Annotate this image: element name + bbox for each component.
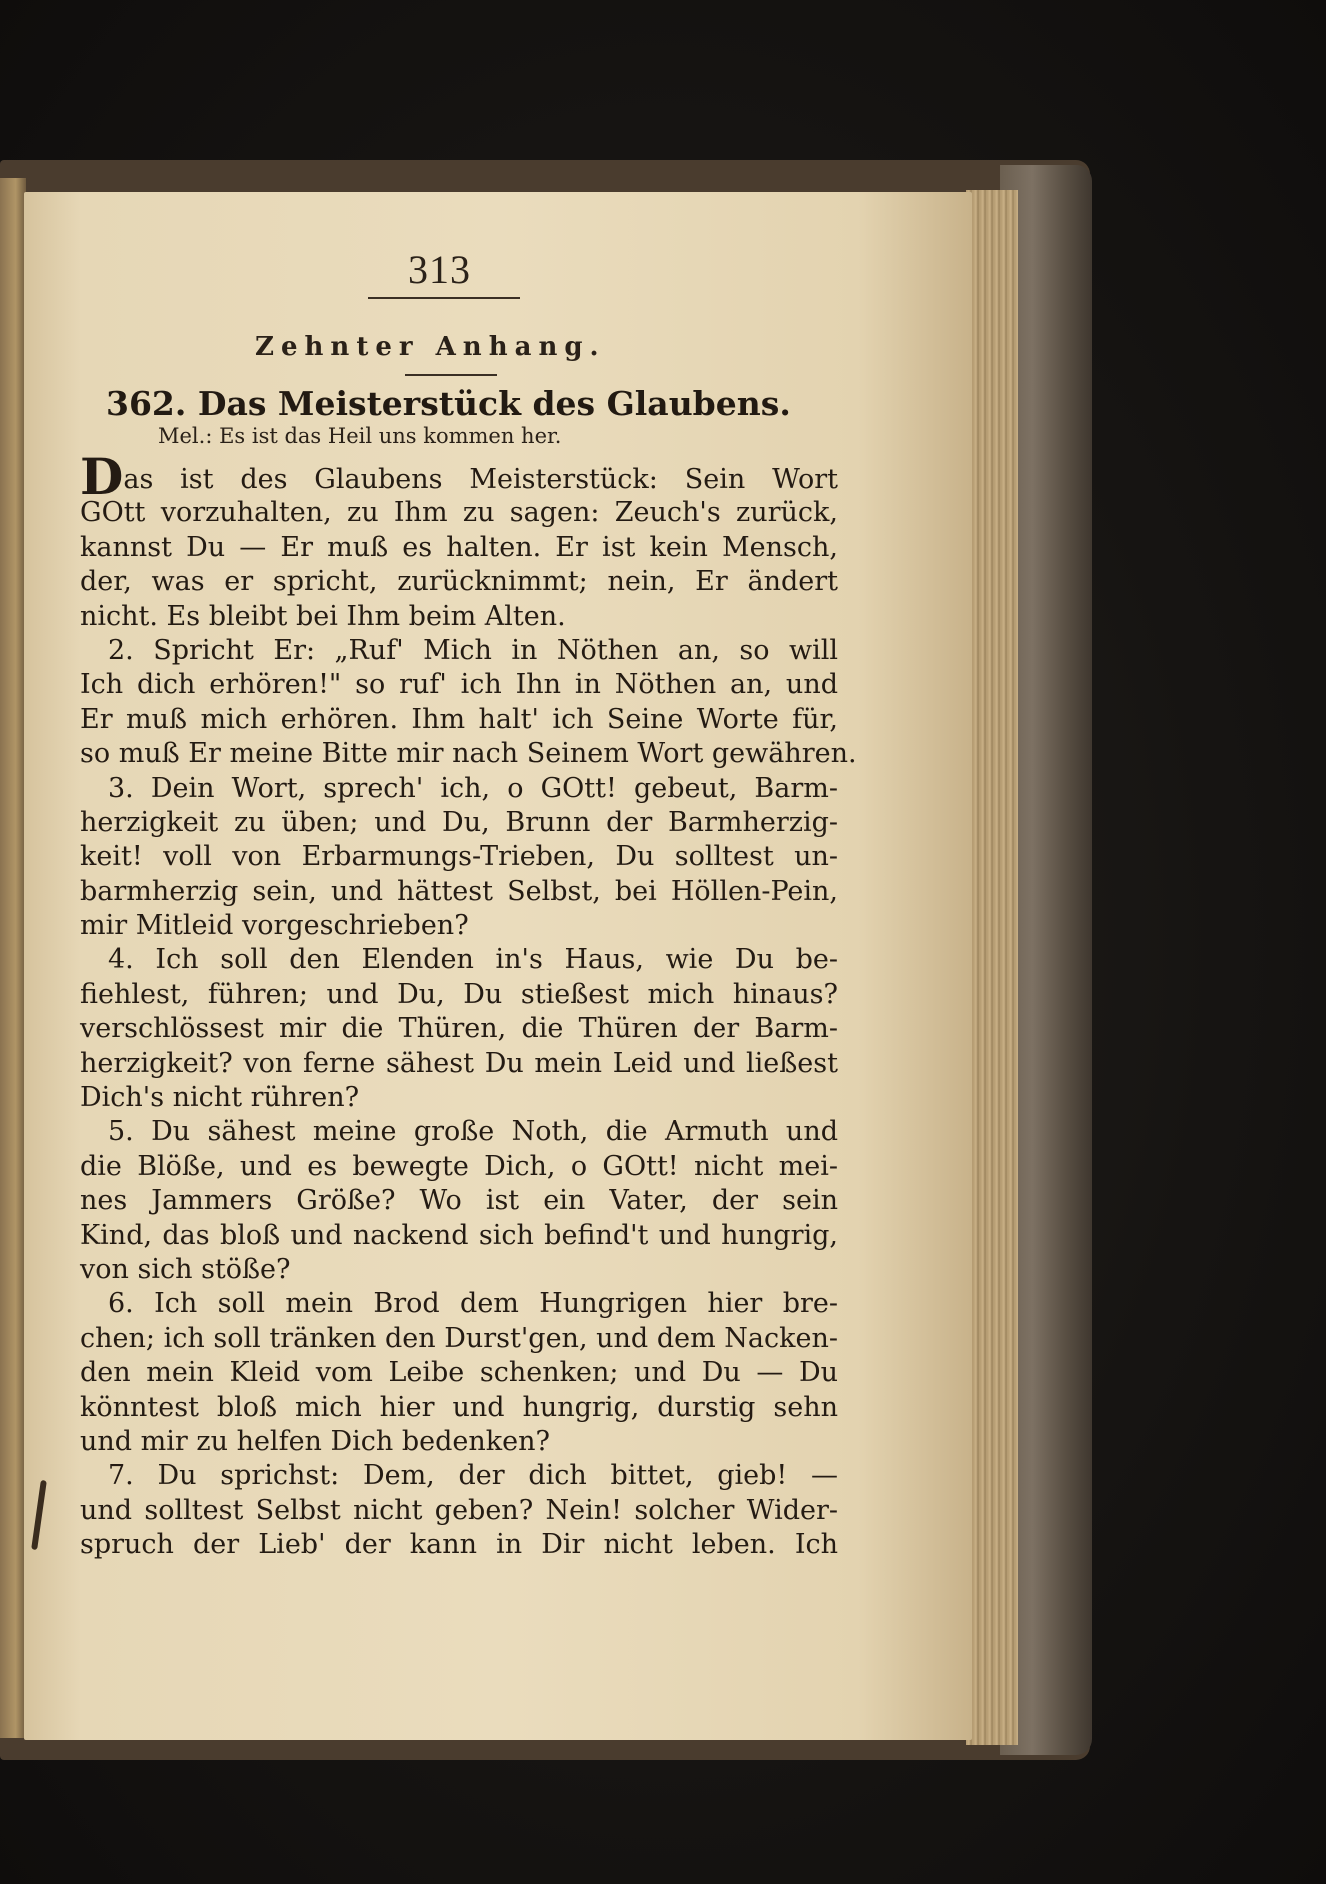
- line-text: Dich's nicht rühren?: [80, 1082, 360, 1114]
- text-line: [80, 1287, 838, 1321]
- text-line: [80, 531, 838, 565]
- line-text: und mir zu helfen Dich bedenken?: [80, 1425, 551, 1457]
- text-line: [80, 978, 838, 1012]
- line-text: Er muß mich erhören. Ihm halt' ich Seine Worte für,: [80, 703, 838, 735]
- text-line: [80, 634, 838, 668]
- text-line: [80, 1219, 838, 1253]
- text-line: [80, 1150, 838, 1184]
- line-text: 6. Ich soll mein Brod dem Hungrigen hier bre-: [108, 1288, 838, 1320]
- line-text: 7. Du sprichst: Dem, der dich bittet, gieb! —: [108, 1460, 838, 1492]
- line-text: barmherzig sein, und hättest Selbst, bei Höllen-Pein,: [80, 875, 838, 907]
- text-line: [80, 840, 838, 874]
- text-line: [80, 1425, 838, 1459]
- text-line: [80, 1047, 838, 1081]
- line-text: und solltest Selbst nicht geben? Nein! solcher Wider-: [80, 1494, 838, 1526]
- line-text: fiehlest, führen; und Du, Du stießest mich hinaus?: [80, 978, 838, 1010]
- header-rule: [368, 297, 520, 299]
- text-line: [80, 1081, 838, 1115]
- line-text: kannst Du — Er muß es halten. Er ist kein Mensch,: [80, 531, 838, 563]
- drop-cap: D: [80, 447, 124, 506]
- left-page-sliver: [0, 178, 26, 1738]
- melody-line: Mel.: Es ist das Heil uns kommen her.: [158, 424, 562, 448]
- text-line: [80, 1459, 838, 1493]
- line-text: chen; ich soll tränken den Durst'gen, und dem Nacken-: [80, 1322, 838, 1354]
- line-text: könntest bloß mich hier und hungrig, durstig sehn: [80, 1391, 838, 1423]
- line-text: so muß Er meine Bitte mir nach Seinem Wort gewähren.: [80, 738, 857, 770]
- text-line: [80, 1391, 838, 1425]
- hymn-text: [80, 447, 857, 1563]
- line-text: den mein Kleid vom Leibe schenken; und Du — Du: [80, 1357, 838, 1389]
- line-text: spruch der Lieb' der kann in Dir nicht leben. Ich: [80, 1529, 838, 1561]
- text-line: [80, 737, 857, 771]
- text-line: [80, 600, 838, 634]
- line-text: Kind, das bloß und nackend sich befind't und hungrig,: [80, 1219, 838, 1251]
- text-line: [80, 1356, 838, 1390]
- line-text: die Blöße, und es bewegte Dich, o GOtt! nicht mei-: [80, 1150, 838, 1182]
- line-text: 3. Dein Wort, sprech' ich, o GOtt! gebeut, Barm-: [108, 772, 838, 804]
- text-line: [80, 496, 838, 530]
- text-line: [80, 1012, 838, 1046]
- line-text: keit! voll von Erbarmungs-Trieben, Du solltest un-: [80, 841, 838, 873]
- line-text: der, was er spricht, zurücknimmt; nein, Er ändert: [80, 566, 838, 598]
- line-text: 2. Spricht Er: „Ruf' Mich in Nöthen an, so will: [108, 634, 838, 666]
- line-text: 4. Ich soll den Elenden in's Haus, wie Du be-: [108, 944, 838, 976]
- text-line: [80, 1253, 838, 1287]
- section-title: Zehnter Anhang.: [255, 332, 606, 362]
- text-line: [80, 806, 838, 840]
- line-text: Ich dich erhören!" so ruf' ich Ihn in Nöthen an, und: [80, 669, 838, 701]
- page-stack-edges: [966, 190, 1018, 1745]
- line-text: von sich stöße?: [80, 1253, 291, 1285]
- line-text: as ist des Glaubens Meisterstück: Sein Wort: [123, 464, 838, 495]
- text-line: [80, 1322, 838, 1356]
- text-line: [80, 943, 838, 977]
- text-line: [80, 447, 838, 506]
- text-line: [80, 703, 838, 737]
- line-text: 5. Du sähest meine große Noth, die Armuth und: [108, 1116, 838, 1148]
- text-line: [80, 1494, 838, 1528]
- text-line: [80, 1184, 838, 1218]
- page-number: 313: [408, 247, 471, 292]
- line-text: verschlössest mir die Thüren, die Thüren der Barm-: [80, 1013, 838, 1045]
- line-text: herzigkeit zu üben; und Du, Brunn der Barmherzig-: [80, 806, 838, 838]
- hymn-title: 362. Das Meisterstück des Glaubens.: [106, 384, 791, 423]
- text-line: [80, 668, 838, 702]
- section-rule: [405, 374, 497, 376]
- line-text: mir Mitleid vorgeschrieben?: [80, 910, 469, 942]
- line-text: nicht. Es bleibt bei Ihm beim Alten.: [80, 600, 566, 632]
- line-text: nes Jammers Größe? Wo ist ein Vater, der sein: [80, 1185, 838, 1217]
- text-line: [80, 1528, 838, 1562]
- text-line: [80, 909, 838, 943]
- line-text: herzigkeit? von ferne sähest Du mein Leid und ließest: [80, 1047, 838, 1079]
- text-line: [80, 1115, 838, 1149]
- line-text: GOtt vorzuhalten, zu Ihm zu sagen: Zeuch's zurück,: [80, 497, 838, 529]
- text-line: [80, 772, 838, 806]
- text-line: [80, 875, 838, 909]
- text-line: [80, 565, 838, 599]
